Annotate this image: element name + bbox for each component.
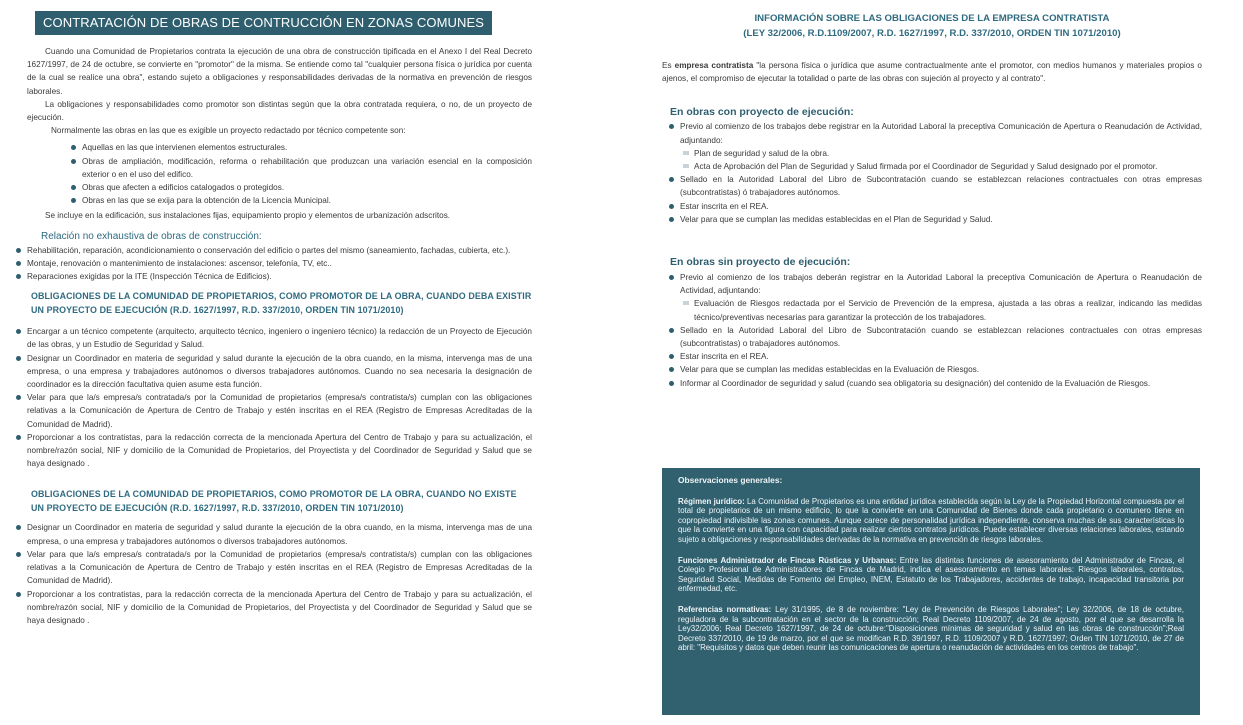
list-item: Designar un Coordinador en materia de seguridad y salud durante la ejecución de la obra cuando, en la misma, intervenga mas de una empresa, o una empresa y trabajadores autónomos o diversos trabajadores autónomos. (27, 521, 532, 547)
list-item: Estar inscrita en el REA. (680, 200, 1202, 213)
without-project-sublist (694, 297, 1202, 323)
obligations-without-project-title: OBLIGACIONES DE LA COMUNIDAD DE PROPIETARIOS, COMO PROMOTOR DE LA OBRA, CUANDO NO EXISTE UN PROYECTO DE EJECUCIÓN (R.D. 1627/1997, R.D. 337/2010, ORDEN TIN 1071/2010) (31, 489, 517, 514)
list-item: Obras de ampliación, modificación, reforma o rehabilitación que produzcan una variación esencial en la composición exterior o en el uso del edifico. (82, 155, 532, 181)
legal-regime-label: Régimen jurídico: (678, 496, 745, 506)
intro-paragraph-4: Se incluye en la edificación, sus instalaciones fijas, equipamiento propio y elementos de urbanización adscritos. (45, 211, 451, 221)
list-item: Previo al comienzo de los trabajos deberán registrar en la Autoridad Laboral la preceptiva Comunicación de Apertura o Reanudación de Actividad, adjuntando: (680, 271, 1202, 297)
list-item: Velar para que la/s empresa/s contratada/s por la Comunidad de propietarios (empresa/s contratista/s) cumplan con las obligaciones relativas a la Comunicación de Apertura de Centro de Trabajo y estén inscritas en el REA (Registro de Empresas Acreditadas de la Comunidad de Madrid). (27, 548, 532, 588)
list-item: Obras que afecten a edificios catalogados o protegidos. (82, 181, 532, 194)
legal-regime-paragraph (678, 497, 1184, 545)
without-project-list-continued (680, 324, 1202, 390)
list-item: Aquellas en las que intervienen elementos estructurales. (82, 141, 532, 154)
left-header: CONTRATACIÓN DE OBRAS DE CONTRUCCIÓN EN ZONAS COMUNES (35, 11, 492, 35)
project-required-list (82, 141, 532, 207)
administrator-functions-paragraph (678, 556, 1184, 594)
relation-title: Relación no exhaustiva de obras de construcción: (41, 230, 262, 242)
regulatory-references-text: Ley 31/1995, de 8 de noviembre: "Ley de Prevención de Riesgos Laborales"; Ley 32/2006, de 18 de octubre, reguladora de la subcontratación en el sector de la construcción; Real Decreto 1109/2007, de 24 de agosto, por el que se desarrolla la Ley32/2006; Real Decreto 1627/1997, de 24 de octubre:"Disposiciones mínimas de seguridad y salud en las obras de construcción";Real Decreto 337/2010, de 19 de marzo, por el que se modifican R.D. 39/1997, R.D. 1109/2007 y R.D. 1627/1997; Orden TIN 1071/2010, de 27 de abril: "Requisitos y datos que deben reunir las comunicaciones de apertura o reanudación de actividades en los centros de trabajo". (678, 604, 1184, 653)
administrator-functions-text: Entre las distintas funciones de asesoramiento del Administrador de Fincas, el Colegio Profesional de Administradores de Fincas de Madrid, indica el asesoramiento en temas laborales: Riesgos laborales, contratos, Seguridad Social, Medidas de Fomento del Empleo, INEM, Estatuto de los Trabajadores, accidentes de trabajo, incapacidad transitoria por enfermedad, etc. (678, 555, 1184, 594)
list-item: Encargar a un técnico competente (arquitecto, arquitecto técnico, ingeniero o ingeniero técnico) la redacción de un Proyecto de Ejecución de las obras, y un Estudio de Seguridad y Salud. (27, 325, 532, 351)
relation-list (27, 244, 532, 284)
with-project-list (680, 120, 1202, 146)
definition-term: empresa contratista (674, 61, 754, 70)
regulatory-references-paragraph (678, 605, 1184, 653)
obligations-with-project-title: OBLIGACIONES DE LA COMUNIDAD DE PROPIETARIOS, COMO PROMOTOR DE LA OBRA, CUANDO DEBA EXISTIR UN PROYECTO DE EJECUCIÓN (R.D. 1627/1997, R.D. 337/2010, ORDEN TIN 1071/2010) (31, 291, 532, 316)
obligations-without-project-list (27, 521, 532, 627)
sub-list-item: Plan de seguridad y salud de la obra. (694, 147, 1202, 160)
definition-prefix: Es (662, 61, 675, 70)
intro-paragraph-2: La obligaciones y responsabilidades como promotor son distintas según que la obra contratada requiera, o no, de un proyecto de ejecución. (27, 99, 532, 123)
sub-list-item: Acta de Aprobación del Plan de Seguridad y Salud firmada por el Coordinador de Seguridad y Salud designado por el promotor. (694, 160, 1202, 173)
with-project-section-title: En obras con proyecto de ejecución: (670, 106, 854, 119)
right-title-line-2: (LEY 32/2006, R.D.1109/2007, R.D. 1627/1997, R.D. 337/2010, ORDEN TIN 1071/2010) (743, 28, 1121, 39)
legal-regime-text: La Comunidad de Propietarios es una entidad jurídica establecida según la Ley de la Propiedad Horizontal compuesta por el total de propietarios de un mismo edificio, lo que la convierte en una Comunidad de Bienes donde cada propietario o comunero tiene en copropiedad indivisible las zonas comunes. Aunque carece de personalidad jurídica independiente, conserva muchas de sus características lo que la convierte en una figura con capacidad para realizar ciertos contratos jurídicos. Puede establecer diversas relaciones laborales, estando sujeto a obligaciones y responsabilidades derivadas de la normativa en prevención de riesgos laborales. (678, 496, 1184, 544)
list-item: Velar para que se cumplan las medidas establecidas en el Plan de Seguridad y Salud. (680, 213, 1202, 226)
administrator-functions-label: Funciones Administrador de Fincas Rústicas y Urbanas: (678, 555, 897, 565)
list-item: Sellado en la Autoridad Laboral del Libro de Subcontratación cuando se establezcan relaciones contractuales con otras empresas (subcontratistas) o trabajadores autónomos. (680, 324, 1202, 350)
list-item: Proporcionar a los contratistas, para la redacción correcta de la mencionada Apertura del Centro de Trabajo y para su actualización, el nombre/razón social, NIF y domicilio de la Comunidad de Propietarios, del Proyectista y del Coordinador de Seguridad y Salud que se haya designado . (27, 431, 532, 471)
with-project-sublist (694, 147, 1202, 173)
contractor-definition (662, 59, 1202, 85)
definition-text: "la persona física o jurídica que asume contractualmente ante el promotor, con medios humanos y materiales propios o ajenos, el compromiso de ejecutar la totalidad o parte de las obras con sujeción al proyecto y al contrato". (662, 61, 1202, 84)
list-item: Designar un Coordinador en materia de seguridad y salud durante la ejecución de la obra cuando, en la misma, intervenga mas de una empresa, o una empresa y trabajadores autónomos o diversos trabajadores autónomos. Cuando no sea necesaria la designación de coordinador es la dirección facultativa quien asume esta función. (27, 352, 532, 392)
observations-title: Observaciones generales: (678, 475, 783, 485)
right-column (662, 0, 1202, 390)
list-item: Sellado en la Autoridad Laboral del Libro de Subcontratación cuando se establezcan relaciones contractuales con otras empresas (subcontratistas) ó trabajadores autónomos. (680, 173, 1202, 199)
with-project-list-continued (680, 173, 1202, 226)
list-item: Montaje, renovación o mantenimiento de instalaciones: ascensor, telefonía, TV, etc.. (27, 257, 532, 270)
list-item: Informar al Coordinador de seguridad y salud (cuando sea obligatoria su designación) del contenido de la Evaluación de Riesgos. (680, 377, 1202, 390)
without-project-section-title: En obras sin proyecto de ejecución: (670, 256, 851, 269)
list-item: Previo al comienzo de los trabajos debe registrar en la Autoridad Laboral la preceptiva Comunicación de Apertura o Reanudación de Actividad, adjuntando: (680, 120, 1202, 146)
regulatory-references-label: Referencias normativas: (678, 604, 772, 614)
obligations-with-project-list (27, 325, 532, 470)
sub-list-item: Evaluación de Riesgos redactada por el Servicio de Prevención de la empresa, ajustada a las obras a realizar, indicando las medidas técnico/preventivas necesarias para garantizar la protección de los trabajadores. (694, 297, 1202, 323)
list-item: Reparaciones exigidas por la ITE (Inspección Técnica de Edificios). (27, 270, 532, 283)
intro-paragraph-3: Normalmente las obras en las que es exigible un proyecto redactado por técnico competente son: (51, 126, 406, 136)
list-item: Estar inscrita en el REA. (680, 350, 1202, 363)
list-item: Velar para que la/s empresa/s contratada/s por la Comunidad de propietarios (empresa/s contratista/s) cumplan con las obligaciones relativas a la Comunicación de Apertura de Centro de Trabajo y estén inscritas en el REA (Registro de Empresas Acreditadas de la Comunidad de Madrid). (27, 391, 532, 431)
without-project-list (680, 271, 1202, 297)
right-title-line-1: INFORMACIÓN SOBRE LAS OBLIGACIONES DE LA EMPRESA CONTRATISTA (754, 13, 1110, 24)
general-observations-box (662, 468, 1200, 715)
list-item: Rehabilitación, reparación, acondicionamiento o conservación del edificio o partes del mismo (saneamiento, fachadas, cubierta, etc.). (27, 244, 532, 257)
list-item: Obras en las que se exija para la obtención de la Licencia Municipal. (82, 194, 532, 207)
list-item: Velar para que se cumplan las medidas establecidas en la Evaluación de Riesgos. (680, 363, 1202, 376)
list-item: Proporcionar a los contratistas, para la redacción correcta de la mencionada Apertura del Centro de Trabajo y para su actualización, el nombre/razón social, NIF y domicilio de la Comunidad de Propietarios, del Proyectista y del Coordinador de Seguridad y Salud que se haya designado . (27, 588, 532, 628)
intro-paragraph-1: Cuando una Comunidad de Propietarios contrata la ejecución de una obra de construcción tipificada en el Anexo I del Real Decreto 1627/1997, de 24 de octubre, se convierte en "promotor" de la misma. Se entiende como tal "cualquier persona física o jurídica por cuenta de la cual se realice una obra", estando sujeto a obligaciones y responsabilidades derivadas de la normativa en prevención de riesgos laborales. (27, 47, 532, 96)
left-column (27, 0, 532, 627)
